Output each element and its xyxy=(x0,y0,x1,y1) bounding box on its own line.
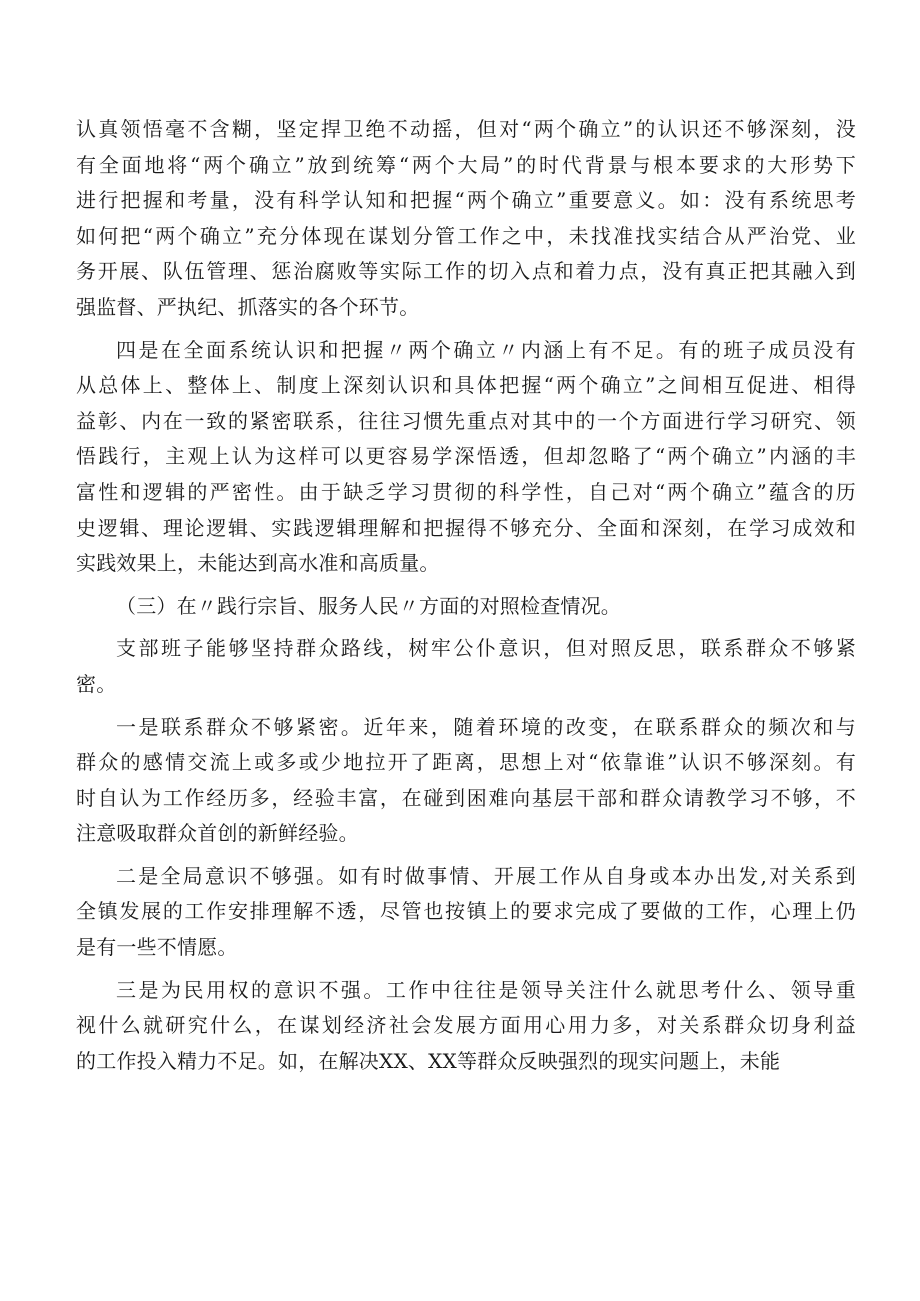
text-line: 富性和逻辑的严密性。由于缺乏学习贯彻的科学性，自己对“两个确立”蕴含的历 xyxy=(76,479,856,504)
text-line: 的工作投入精力不足。如，在解决XX、XX等群众反映强烈的现实问题上，未能 xyxy=(76,1048,781,1073)
paragraph xyxy=(76,973,856,1080)
text-line: 注意吸取群众首创的新鲜经验。 xyxy=(76,821,359,846)
text-line: 全镇发展的工作安排理解不透，尽管也按镇上的要求完成了要做的工作，心理上仍 xyxy=(76,899,856,924)
paragraph xyxy=(76,112,856,326)
text-line: 支部班子能够坚持群众路线，树牢公仆意识，但对照反思，联系群众不够紧 xyxy=(116,636,856,661)
text-line: 益彰、内在一致的紧密联系，往往习惯先重点对其中的一个方面进行学习研究、领 xyxy=(76,408,856,433)
text-line: 悟践行，主观上认为这样可以更容易学深悟透，但却忽略了“两个确立”内涵的丰 xyxy=(76,444,856,469)
text-line: 如何把“两个确立”充分体现在谋划分管工作之中，未找准找实结合从严治党、业 xyxy=(76,223,856,248)
text-line: 时自认为工作经历多，经验丰富，在碰到困难向基层干部和群众请教学习不够，不 xyxy=(76,785,856,810)
paragraph xyxy=(76,710,856,852)
text-line: 二是全局意识不够强。如有时做事情、开展工作从自身或本办出发,对关系到 xyxy=(116,863,856,888)
text-line: 进行把握和考量，没有科学认知和把握“两个确立”重要意义。如：没有系统思考 xyxy=(76,188,856,213)
text-line: 实践效果上，未能达到高水准和高质量。 xyxy=(76,551,440,576)
text-line: 是有一些不情愿。 xyxy=(76,935,238,960)
text-line: 务开展、队伍管理、惩治腐败等实际工作的切入点和着力点，没有真正把其融入到 xyxy=(76,259,856,284)
document-page xyxy=(76,112,856,1086)
text-line: 四是在全面系统认识和把握〃两个确立〃内涵上有不足。有的班子成员没有 xyxy=(116,337,856,362)
text-line: 一是联系群众不够紧密。近年来，随着环境的改变，在联系群众的频次和与 xyxy=(116,714,856,739)
text-line: 有全面地将“两个确立”放到统筹“两个大局”的时代背景与根本要求的大形势下 xyxy=(76,152,856,177)
text-line: 三是为民用权的意识不强。工作中往往是领导关注什么就思考什么、领导重 xyxy=(116,977,856,1002)
text-line: 群众的感情交流上或多或少地拉开了距离，思想上对“依靠谁”认识不够深刻。有 xyxy=(76,750,856,775)
text-line: 史逻辑、理论逻辑、实践逻辑理解和把握得不够充分、全面和深刻，在学习成效和 xyxy=(76,515,856,540)
paragraph xyxy=(76,631,856,702)
paragraph xyxy=(76,333,856,582)
text-line: 认真领悟毫不含糊，坚定捍卫绝不动摇，但对“两个确立”的认识还不够深刻，没 xyxy=(76,117,856,141)
paragraph xyxy=(76,859,856,966)
text-line: （三）在〃践行宗旨、服务人民〃方面的对照检查情况。 xyxy=(116,593,621,618)
text-line: 从总体上、整体上、制度上深刻认识和具体把握“两个确立”之间相互促进、相得 xyxy=(76,373,856,398)
section-heading xyxy=(76,589,856,625)
text-line: 强监督、严执纪、抓落实的各个环节。 xyxy=(76,294,420,319)
text-line: 视什么就研究什么，在谋划经济社会发展方面用心用力多，对关系群众切身利益 xyxy=(76,1013,856,1038)
text-line: 密。 xyxy=(76,671,117,696)
